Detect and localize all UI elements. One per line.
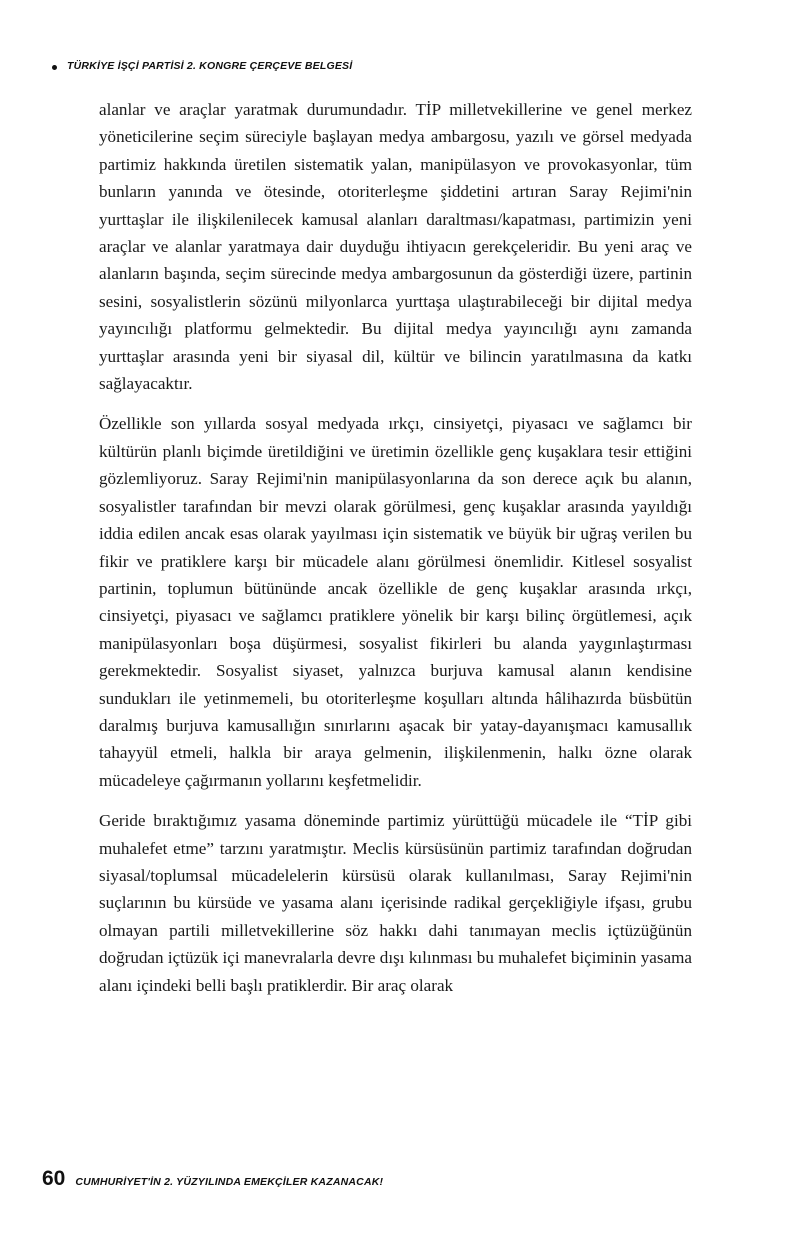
footer-slogan: CUMHURİYET'İN 2. YÜZYILINDA EMEKÇİLER KAZANACAK! [75, 1176, 384, 1188]
page-number: 60 [42, 1167, 66, 1190]
paragraph: alanlar ve araçlar yaratmak durumundadır. TİP milletvekillerine ve genel merkez yöneticilerine seçim süreciyle başlayan medya ambargosu, yazılı ve görsel medyada partimiz hakkında üretilen sistematik yalan, manipülasyon ve provokasyonlar, tüm bunların yanında ve ötesinde, otoriterleşme şiddetini artıran Saray Rejimi'nin yurttaşlar ile ilişkilenilecek kamusal alanları daraltması/kapatması, partimizin yeni araçlar ve alanlar yaratmaya dair duyduğu ihtiyacın gerekçeleridir. Bu yeni araç ve alanların başında, seçim sürecinde medya ambargosunun da gösterdiği üzere, partinin sesini, sosyalistlerin sözünü milyonlarca yurttaşa ulaştırabileceği bir dijital medya yayıncılığı platformu gelmektedir. Bu dijital medya yayıncılığı aynı zamanda yurttaşlar arasında yeni bir siyasal dil, kültür ve bilincin yaratılmasına da katkı sağlayacaktır. [99, 100, 692, 394]
running-header-title: TÜRKİYE İŞÇİ PARTİSİ 2. KONGRE ÇERÇEVE BELGESİ [67, 60, 353, 72]
page-footer [42, 1168, 383, 1189]
paragraph: Geride bıraktığımız yasama döneminde partimiz yürüttüğü mücadele ile “TİP gibi muhalefet etme” tarzını yaratmıştır. Meclis kürsüsünün partimiz tarafından doğrudan siyasal/toplumsal mücadelelerin kürsüsü olarak kullanılması, Saray Rejimi'nin suçlarının bu kürsüde ve yasama alanı içerisinde radikal gerçekliğiyle ifşası, grubu olmayan partili milletvekillerine söz hakkı dahi tanımayan meclis içtüzüğünün doğrudan içtüzük içi manevralarla devre dışı kılınması bu muhalefet biçiminin yasama alanı içindeki belli başlı pratiklerdir. Bir araç olarak [99, 811, 692, 995]
running-header [52, 60, 746, 72]
bullet-dot-icon [52, 65, 57, 70]
body-text-column [99, 96, 692, 999]
paragraph: Özellikle son yıllarda sosyal medyada ırkçı, cinsiyetçi, piyasacı ve sağlamcı bir kültürün planlı biçimde üretildiğini ve üretimin özellikle genç kuşaklara tesir ettiğini gözlemliyoruz. Saray Rejimi'nin manipülasyonlarına da son derece açık bu alanın, sosyalistler tarafından bir mevzi olarak görülmesi, genç kuşaklar arasında yayıldığı iddia edilen ancak esas olarak yayılması için sistematik ve büyük bir uğraş verilen bu fikir ve pratiklere karşı bir mücadele alanı görülmesi önemlidir. Kitlesel sosyalist partinin, toplumun bütününde ancak özellikle de genç kuşaklar arasında ırkçı, cinsiyetçi, piyasacı ve sağlamcı pratiklere yönelik bir karşı bilinç örgütlemesi, açık manipülasyonları boşa düşürmesi, sosyalist fikirleri bu alanda yaygınlaştırması gerekmektedir. Sosyalist siyaset, yalnızca burjuva kamusal alanın kendisine sundukları ile yetinmemeli, bu otoriterleşme koşulları altında hâlihazırda büsbütün daralmış burjuva kamusallığın sınırlarını aşacak bir yatay-dayanışmacı kamusallık tahayyül etmeli, halkla bir araya gelmenin, ilişkilenmenin, halkı özne olarak mücadeleye çağırmanın yollarını keşfetmelidir. [99, 414, 692, 790]
